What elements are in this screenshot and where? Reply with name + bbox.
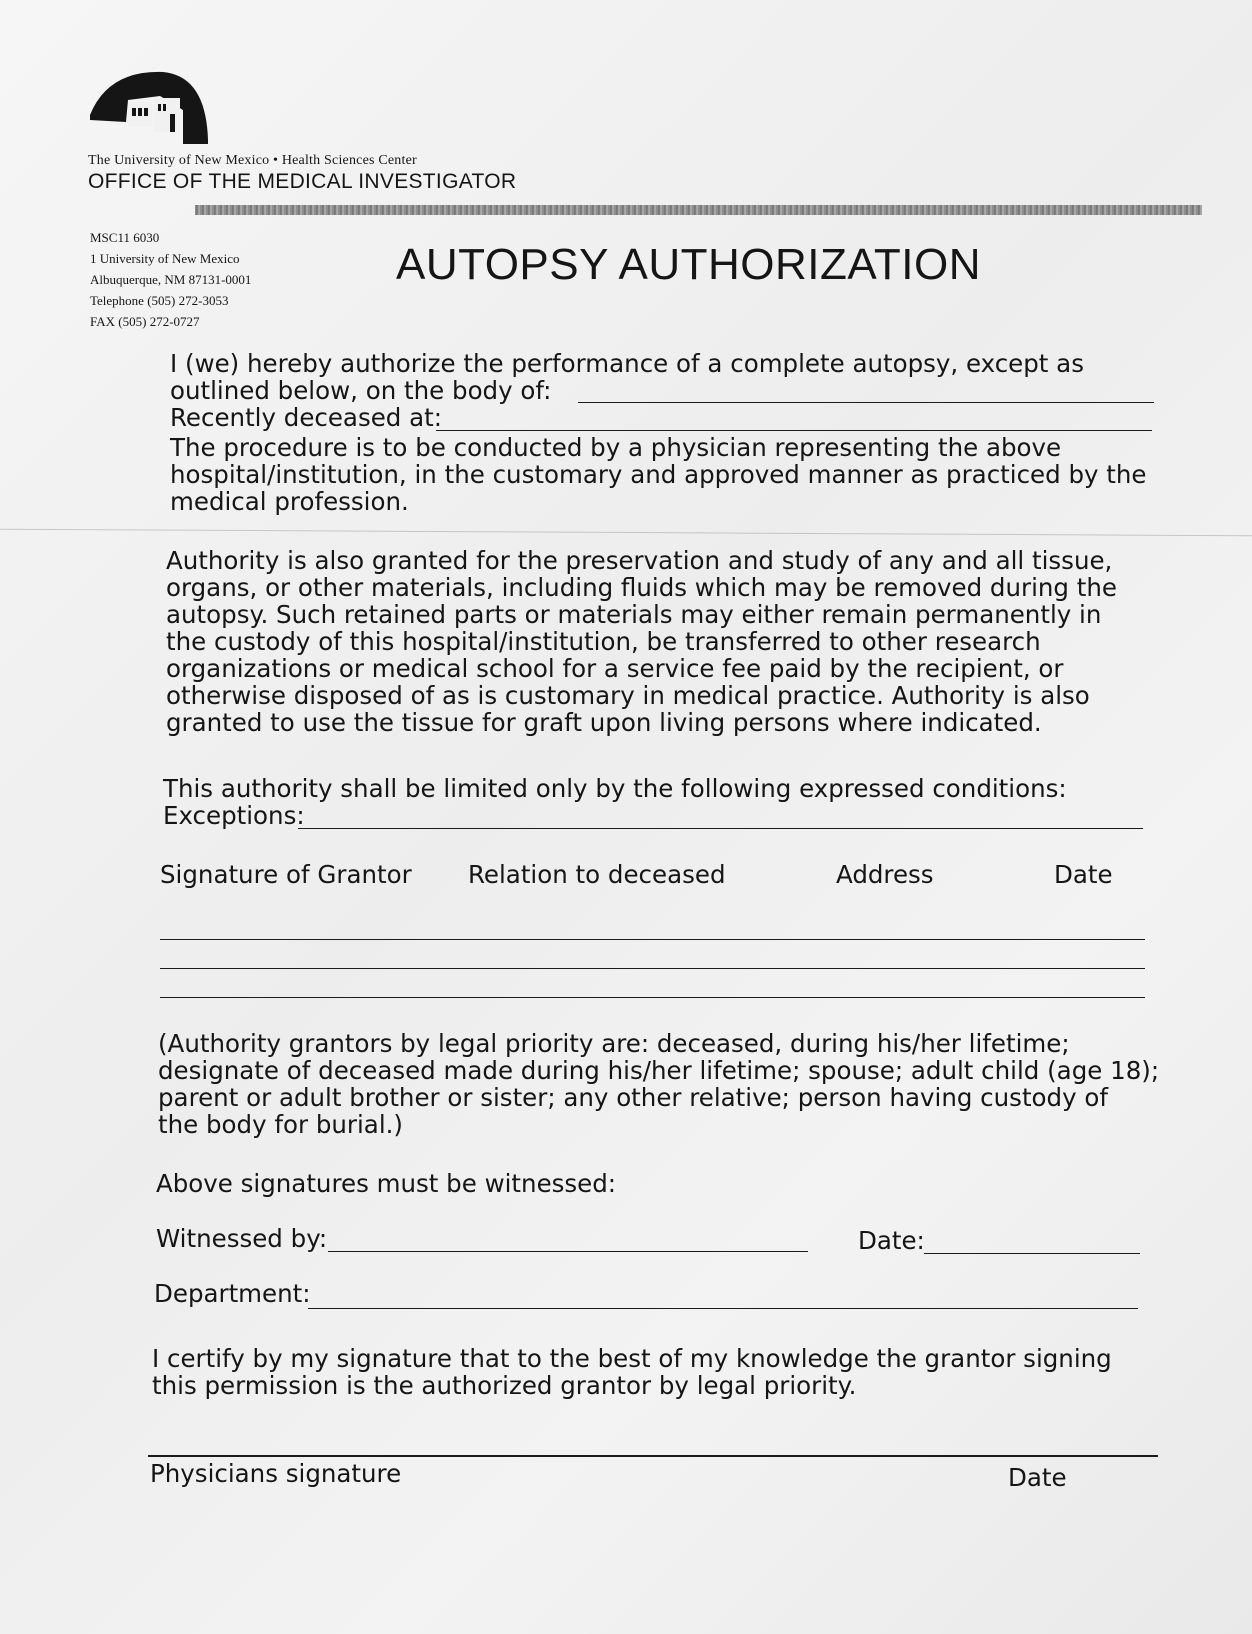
address-line: Albuquerque, NM 87131-0001: [90, 272, 252, 287]
authority-line: otherwise disposed of as is customary in medical practice. Authority is also: [166, 681, 1090, 710]
conditions-line: This authority shall be limited only by the following expressed conditions:: [163, 774, 1067, 803]
department-field[interactable]: [308, 1282, 1138, 1309]
address-line: Telephone (505) 272-3053: [90, 293, 229, 308]
office-address: [90, 227, 251, 332]
authority-line: Authority is also granted for the preservation and study of any and all tissue,: [166, 546, 1113, 575]
certify-line-2: this permission is the authorized grantor by legal priority.: [152, 1371, 857, 1400]
priority-note-line: parent or adult brother or sister; any other relative; person having custody of: [158, 1083, 1108, 1112]
unm-logo-icon: [88, 70, 210, 148]
deceased-at-label: Recently deceased at:: [170, 403, 443, 432]
priority-note-line: (Authority grantors by legal priority are: deceased, during his/her lifetime;: [158, 1029, 1070, 1058]
column-address: Address: [836, 860, 934, 889]
witness-date-field[interactable]: [924, 1227, 1140, 1254]
address-line: FAX (505) 272-0727: [90, 314, 200, 329]
authority-line: the custody of this hospital/institution, be transferred to other research: [166, 627, 1041, 656]
exceptions-label: Exceptions:: [163, 801, 305, 830]
physician-date-label: Date: [1008, 1463, 1067, 1492]
physician-signature-line[interactable]: [148, 1455, 1158, 1457]
address-line: 1 University of New Mexico: [90, 251, 240, 266]
grantor-signature-line-1[interactable]: [160, 939, 1145, 940]
header-divider-bar: [195, 205, 1202, 215]
body-of-label: outlined below, on the body of:: [170, 376, 552, 405]
grantor-signature-line-2[interactable]: [160, 968, 1145, 969]
office-name: OFFICE OF THE MEDICAL INVESTIGATOR: [88, 170, 517, 193]
paper-crease: [0, 529, 1252, 537]
procedure-line-1: The procedure is to be conducted by a physician representing the above: [170, 433, 1062, 462]
physician-signature-label: Physicians signature: [150, 1459, 402, 1488]
column-relation-to-deceased: Relation to deceased: [468, 860, 726, 889]
certify-line-1: I certify by my signature that to the best of my knowledge the grantor signing: [152, 1344, 1112, 1373]
authority-line: organizations or medical school for a service fee paid by the recipient, or: [166, 654, 1064, 683]
grantor-signature-line-3[interactable]: [160, 997, 1145, 998]
procedure-line-2: hospital/institution, in the customary and approved manner as practiced by the: [170, 460, 1147, 489]
body-of-field[interactable]: [578, 376, 1154, 403]
authority-line: autopsy. Such retained parts or materials may either remain permanently in: [166, 600, 1102, 629]
column-date: Date: [1054, 860, 1113, 889]
authority-line: granted to use the tissue for graft upon living persons where indicated.: [166, 708, 1042, 737]
witness-date-label: Date:: [858, 1226, 925, 1255]
column-signature-of-grantor: Signature of Grantor: [160, 860, 412, 889]
witnessed-by-label: Witnessed by:: [156, 1224, 328, 1253]
authority-line: organs, or other materials, including fluids which may be removed during the: [166, 573, 1117, 602]
deceased-at-field[interactable]: [436, 404, 1152, 431]
procedure-line-3: medical profession.: [170, 487, 409, 516]
priority-note-line: designate of deceased made during his/her lifetime; spouse; adult child (age 18);: [158, 1056, 1160, 1085]
priority-note-line: the body for burial.): [158, 1110, 403, 1139]
address-line: MSC11 6030: [90, 230, 160, 245]
witnessed-by-field[interactable]: [328, 1225, 808, 1252]
institution-name: The University of New Mexico • Health Sciences Center: [88, 153, 417, 168]
page-title: AUTOPSY AUTHORIZATION: [396, 240, 982, 289]
exceptions-field[interactable]: [298, 802, 1143, 829]
department-label: Department:: [154, 1279, 311, 1308]
authorization-line-1: I (we) hereby authorize the performance of a complete autopsy, except as: [170, 349, 1084, 378]
witness-intro: Above signatures must be witnessed:: [156, 1169, 617, 1198]
